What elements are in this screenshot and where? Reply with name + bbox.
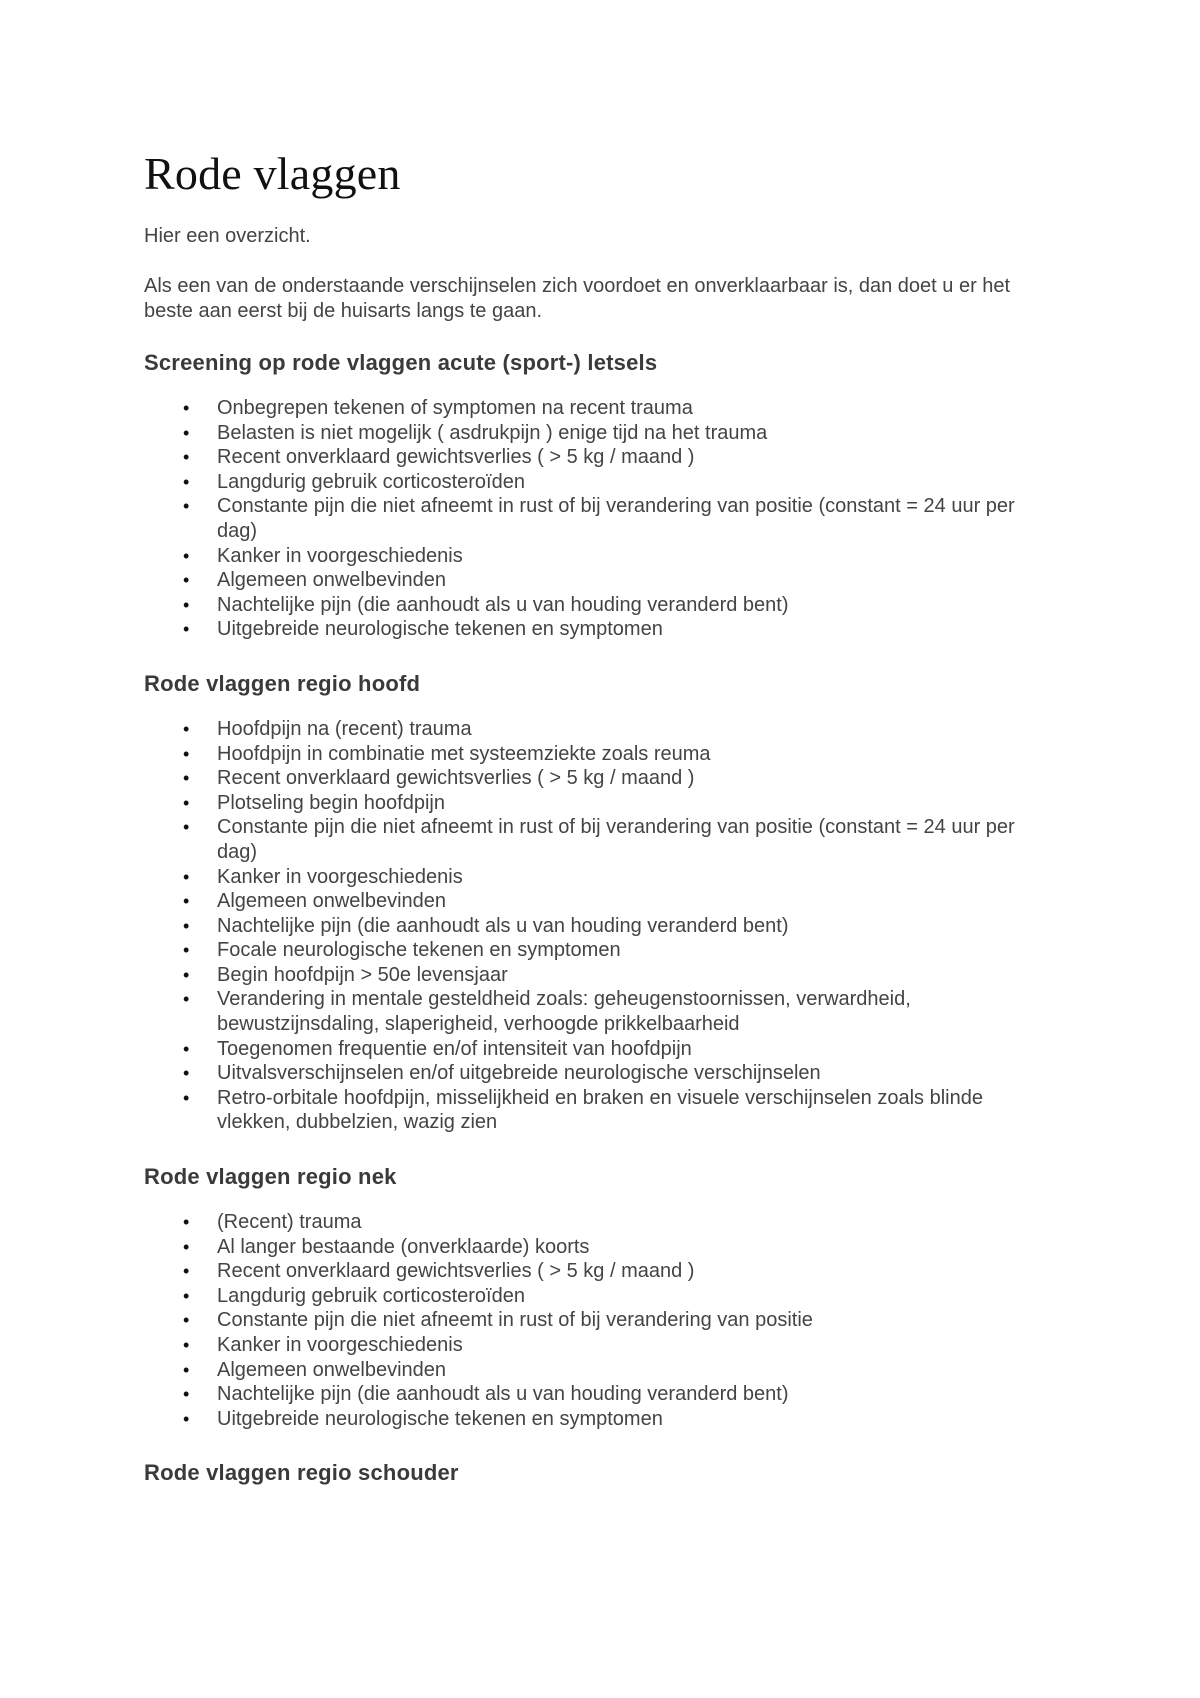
list-item-text: Belasten is niet mogelijk ( asdrukpijn ) enige tijd na het trauma — [217, 421, 768, 444]
list-item — [144, 1358, 1044, 1383]
list-item — [144, 396, 1044, 421]
bullet-icon: • — [183, 1087, 190, 1108]
list-item-text: Uitgebreide neurologische tekenen en symptomen — [217, 618, 663, 641]
list-item-text: Algemeen onwelbevinden — [217, 1358, 447, 1381]
document-title: Rode vlaggen — [144, 148, 401, 199]
list-item-text: Begin hoofdpijn > 50e levensjaar — [217, 963, 508, 986]
list-item — [144, 1259, 1044, 1284]
list-item — [144, 914, 1044, 939]
bullet-icon: • — [183, 1335, 190, 1355]
list-item — [144, 791, 1044, 816]
list-item — [144, 494, 1044, 543]
list-item — [144, 1284, 1044, 1309]
description-paragraph: Als een van de onderstaande verschijnselen zich voordoet en onverklaarbaar is, dan doet u er het beste aan eerst bij de huisarts langs te gaan. — [144, 275, 1011, 322]
list-item — [144, 617, 1044, 642]
list-item — [144, 1382, 1044, 1407]
bullet-icon: • — [183, 768, 190, 789]
sections-container — [144, 349, 1044, 1487]
red-flag-list — [144, 717, 1044, 1135]
bullet-icon: • — [183, 496, 190, 517]
list-item-text: Nachtelijke pijn (die aanhoudt als u van houding veranderd bent) — [217, 914, 789, 937]
list-item-text: Kanker in voorgeschiedenis — [217, 865, 463, 888]
bullet-icon: • — [183, 915, 190, 936]
list-item — [144, 1407, 1044, 1432]
bullet-icon: • — [183, 570, 190, 591]
bullet-icon: • — [183, 545, 190, 566]
list-item-text: Focale neurologische tekenen en symptomen — [217, 939, 621, 962]
list-item-text: Nachtelijke pijn (die aanhoudt als u van houding veranderd bent) — [217, 1383, 789, 1406]
list-item-text: (Recent) trauma — [217, 1211, 362, 1234]
list-item — [144, 544, 1044, 569]
bullet-icon: • — [183, 792, 190, 813]
list-item — [144, 865, 1044, 890]
list-item-text: Al langer bestaande (onverklaarde) koorts — [217, 1235, 590, 1258]
list-item-text: Verandering in mentale gesteldheid zoals: geheugenstoornissen, verwardheid, bewustzijnsdaling, slaperigheid, verhoogde prikkelbaarheid — [217, 988, 911, 1036]
bullet-icon: • — [183, 447, 190, 468]
list-item — [144, 1061, 1044, 1086]
list-item-text: Constante pijn die niet afneemt in rust of bij verandering van positie (constant = 24 uur per dag) — [217, 495, 1015, 542]
bullet-icon: • — [183, 743, 190, 764]
bullet-icon: • — [183, 1359, 190, 1380]
list-item — [144, 593, 1044, 618]
section-heading: Rode vlaggen regio hoofd — [144, 670, 421, 696]
list-item-text: Algemeen onwelbevinden — [217, 890, 447, 913]
bullet-icon: • — [183, 718, 190, 739]
list-item — [144, 742, 1044, 767]
list-item — [144, 889, 1044, 914]
intro-paragraph: Hier een overzicht. — [144, 225, 311, 247]
bullet-icon: • — [183, 940, 190, 961]
bullet-icon: • — [183, 594, 190, 615]
list-item-text: Onbegrepen tekenen of symptomen na recent trauma — [217, 397, 693, 419]
list-item — [144, 1037, 1044, 1062]
section-heading: Rode vlaggen regio schouder — [144, 1460, 459, 1486]
bullet-icon: • — [183, 1285, 190, 1306]
list-item-text: Uitgebreide neurologische tekenen en symptomen — [217, 1407, 663, 1430]
list-item-text: Langdurig gebruik corticosteroïden — [217, 470, 525, 493]
list-item-text: Recent onverklaard gewichtsverlies ( > 5 kg / maand ) — [217, 446, 695, 469]
list-item-text: Recent onverklaard gewichtsverlies ( > 5 kg / maand ) — [217, 1260, 695, 1283]
bullet-icon: • — [183, 1261, 190, 1282]
bullet-icon: • — [183, 866, 190, 887]
bullet-icon: • — [183, 989, 190, 1010]
bullet-icon: • — [183, 1063, 190, 1084]
bullet-icon: • — [183, 964, 190, 985]
list-item — [144, 1235, 1044, 1260]
list-item-text: Constante pijn die niet afneemt in rust of bij verandering van positie (constant = 24 uur per dag) — [217, 816, 1015, 863]
list-item-text: Constante pijn die niet afneemt in rust of bij verandering van positie — [217, 1309, 813, 1332]
list-item-text: Hoofdpijn in combinatie met systeemziekte zoals reuma — [217, 742, 711, 765]
list-item-text: Kanker in voorgeschiedenis — [217, 544, 463, 567]
bullet-icon: • — [183, 1212, 190, 1233]
list-item — [144, 717, 1044, 742]
list-item — [144, 445, 1044, 470]
red-flag-list — [144, 1210, 1044, 1431]
list-item-text: Langdurig gebruik corticosteroïden — [217, 1284, 525, 1307]
list-item — [144, 1308, 1044, 1333]
bullet-icon: • — [183, 1384, 190, 1405]
red-flag-list — [144, 396, 1044, 642]
list-item — [144, 938, 1044, 963]
list-item — [144, 815, 1044, 864]
bullet-icon: • — [183, 1408, 190, 1429]
bullet-icon: • — [183, 817, 190, 838]
bullet-icon: • — [183, 619, 190, 640]
list-item — [144, 568, 1044, 593]
document-page — [144, 146, 1044, 1506]
list-item-text: Kanker in voorgeschiedenis — [217, 1334, 463, 1356]
bullet-icon: • — [183, 1038, 190, 1059]
list-item-text: Plotseling begin hoofdpijn — [217, 791, 445, 814]
list-item-text: Recent onverklaard gewichtsverlies ( > 5 kg / maand ) — [217, 767, 695, 790]
list-item-text: Hoofdpijn na (recent) trauma — [217, 717, 472, 740]
bullet-icon: • — [183, 891, 190, 912]
list-item — [144, 1210, 1044, 1235]
list-item — [144, 1333, 1044, 1358]
section-heading: Rode vlaggen regio nek — [144, 1164, 397, 1190]
list-item-text: Nachtelijke pijn (die aanhoudt als u van houding veranderd bent) — [217, 593, 789, 616]
bullet-icon: • — [183, 1236, 190, 1257]
list-item — [144, 987, 1044, 1036]
list-item — [144, 1086, 1044, 1135]
section-heading: Screening op rode vlaggen acute (sport-) letsels — [144, 350, 658, 375]
list-item — [144, 963, 1044, 988]
list-item — [144, 470, 1044, 495]
bullet-icon: • — [183, 471, 190, 492]
list-item — [144, 766, 1044, 791]
list-item-text: Retro-orbitale hoofdpijn, misselijkheid en braken en visuele verschijnselen zoals blinde vlekken, dubbelzien, wazig zien — [217, 1086, 983, 1134]
bullet-icon: • — [183, 1310, 190, 1331]
bullet-icon: • — [183, 398, 190, 418]
list-item-text: Uitvalsverschijnselen en/of uitgebreide neurologische verschijnselen — [217, 1062, 821, 1085]
list-item-text: Toegenomen frequentie en/of intensiteit van hoofdpijn — [217, 1037, 692, 1060]
list-item-text: Algemeen onwelbevinden — [217, 569, 447, 592]
list-item — [144, 421, 1044, 446]
bullet-icon: • — [183, 422, 190, 443]
